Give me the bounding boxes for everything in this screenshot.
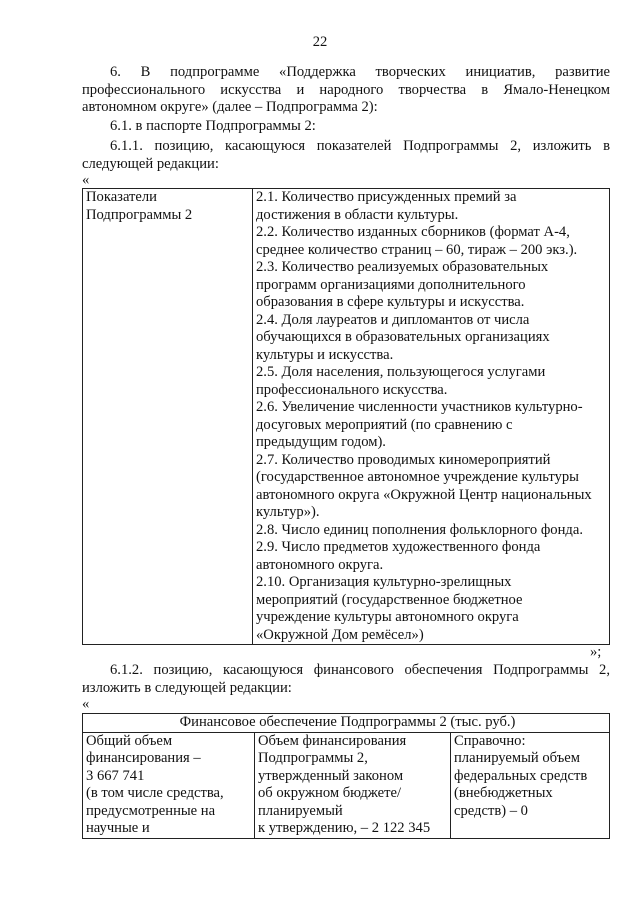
cell-line: достижения в области культуры. [256, 206, 459, 223]
cell-line: Справочно: [454, 732, 526, 749]
text-line: 6. В подпрограмме «Поддержка творческих инициатив, развитие [110, 64, 610, 80]
cell-line: автономного округа «Окружной Центр национальных [256, 486, 592, 503]
cell-line: 2.7. Количество проводимых киномероприятий [256, 451, 551, 468]
cell-line: программ организациями дополнительного [256, 276, 526, 293]
text-line: 6.1.2. позицию, касающуюся финансового обеспечения Подпрограммы 2, [110, 662, 610, 678]
section-6-1-1-paragraph [82, 138, 610, 173]
finance-total-cell [83, 732, 255, 838]
indicators-key-cell [83, 189, 253, 645]
cell-line: 2.9. Число предметов художественного фонда [256, 539, 541, 555]
text-line: изложить в следующей редакции: [82, 679, 292, 696]
cell-line: планируемый объем [454, 750, 580, 766]
finance-reference-cell [451, 732, 610, 838]
cell-line: образования в сфере культуры и искусства. [256, 294, 525, 310]
cell-line: учреждение культуры автономного округа [256, 609, 519, 625]
cell-line: планируемый [258, 802, 343, 819]
cell-line: (внебюджетных [454, 785, 553, 801]
quote-open-2: « [82, 696, 90, 712]
cell-line: профессионального искусства. [256, 381, 448, 398]
cell-line: об окружном бюджете/ [258, 785, 402, 801]
cell-line: 2.6. Увеличение численности участников культурно- [256, 399, 583, 415]
text-line: 6.1. в паспорте Подпрограммы 2: [110, 118, 316, 134]
section-6-paragraph [82, 64, 610, 117]
cell-line: утвержденный законом [258, 767, 404, 784]
quote-close: »; [590, 644, 602, 660]
cell-line: предыдущим годом). [256, 434, 386, 450]
cell-line: 2.10. Организация культурно-зрелищных [256, 574, 512, 590]
text-line: следующей редакции: [82, 155, 219, 172]
text-line: 6.1.1. позицию, касающуюся показателей Подпрограммы 2, изложить в [110, 138, 610, 154]
cell-line: 3 667 741 [86, 767, 145, 784]
page-number: 22 [312, 34, 328, 50]
cell-line: культуры и искусства. [256, 346, 394, 363]
finance-approved-cell [255, 732, 451, 838]
cell-line: мероприятий (государственное бюджетное [256, 591, 523, 608]
cell-line: (в том числе средства, [86, 785, 224, 801]
indicators-table [82, 188, 610, 645]
cell-line: 2.2. Количество изданных сборников (формат А-4, [256, 224, 570, 240]
cell-line: к утверждению, – 2 122 345 [258, 820, 431, 836]
cell-line: научные и [86, 820, 150, 836]
cell-line: досуговых мероприятий (по сравнению с [256, 416, 513, 433]
text-line: профессионального искусства и народного творчества в Ямало-Ненецком [82, 81, 610, 98]
cell-line: федеральных средств [454, 767, 588, 784]
cell-line: Объем финансирования [258, 732, 407, 749]
cell-line: 2.8. Число единиц пополнения фольклорного фонда. [256, 521, 583, 538]
cell-line: автономного округа. [256, 556, 384, 573]
cell-line: Подпрограммы 2 [86, 206, 193, 223]
finance-table [82, 713, 610, 839]
cell-line: культур»). [256, 504, 320, 520]
indicators-items-cell [253, 189, 610, 645]
finance-header: Финансовое обеспечение Подпрограммы 2 (тыс. руб.) [83, 714, 610, 733]
cell-line: 2.1. Количество присужденных премий за [256, 189, 517, 205]
cell-line: Показатели [86, 189, 157, 205]
section-6-1-2-paragraph [82, 662, 610, 697]
cell-line: (государственное автономное учреждение культуры [256, 469, 579, 485]
cell-line: предусмотренные на [86, 802, 216, 819]
cell-line: 2.3. Количество реализуемых образовательных [256, 259, 549, 275]
cell-line: 2.5. Доля населения, пользующегося услугами [256, 364, 546, 380]
cell-line: финансирования – [86, 750, 201, 766]
cell-line: Подпрограммы 2, [258, 750, 368, 766]
quote-open: « [82, 172, 90, 188]
cell-line: 2.4. Доля лауреатов и дипломантов от числа [256, 311, 530, 328]
section-6-1 [82, 118, 610, 136]
cell-line: средств) – 0 [454, 802, 528, 819]
text-line: автономном округе» (далее – Подпрограмма 2): [82, 99, 378, 115]
cell-line: обучающихся в образовательных организациях [256, 329, 550, 345]
cell-line: «Окружной Дом ремёсел») [256, 626, 424, 643]
cell-line: среднее количество страниц – 60, тираж – 200 экз.). [256, 241, 578, 258]
cell-line: Общий объем [86, 732, 173, 749]
